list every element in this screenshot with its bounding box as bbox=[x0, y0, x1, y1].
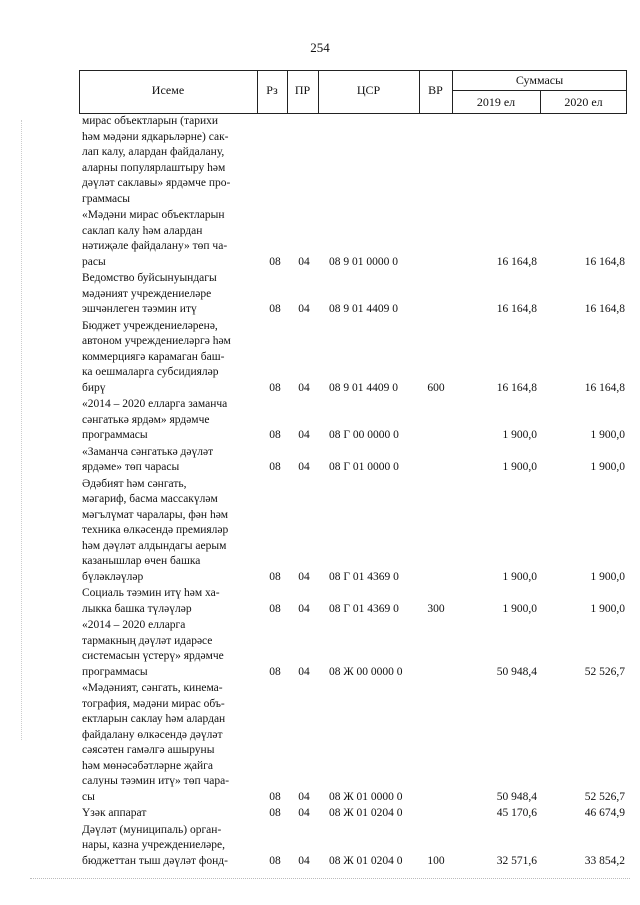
row-name bbox=[82, 319, 252, 397]
row-name-line: ектларын саклау һәм алардан bbox=[82, 713, 226, 725]
row-name-line: аларны популярлаштыру һәм bbox=[82, 161, 226, 174]
table-row bbox=[79, 114, 627, 207]
row-name-line: «Заманча сәнгатькә дәүләт bbox=[82, 445, 214, 458]
row-pr: 04 bbox=[298, 665, 310, 678]
row-sum-2020: 52 526,7 bbox=[584, 790, 625, 803]
row-rz: 08 bbox=[269, 255, 281, 268]
row-name-line: «2014 – 2020 елларга заманча bbox=[82, 398, 228, 410]
row-sum-2019: 50 948,4 bbox=[496, 665, 537, 678]
table-row bbox=[79, 208, 627, 270]
row-csr: 08 Ж 01 0204 0 bbox=[329, 854, 403, 867]
table-row bbox=[79, 681, 627, 805]
row-name-line: казанышлар өчен башка bbox=[82, 555, 201, 567]
row-name-line: мәдәният учреждениеләре bbox=[82, 287, 212, 300]
row-name-line: техника өлкәсендә премияләр bbox=[82, 524, 229, 536]
header-sums: Суммасы bbox=[515, 73, 564, 87]
row-rz: 08 bbox=[269, 854, 281, 867]
row-name-line: сы bbox=[82, 790, 95, 803]
row-name bbox=[82, 397, 252, 444]
row-name-line: лап калу, алардан файдалану, bbox=[82, 146, 225, 158]
row-rz: 08 bbox=[269, 570, 281, 583]
row-rz: 08 bbox=[269, 429, 281, 441]
header-2020: 2020 ел bbox=[564, 95, 603, 109]
row-name-line: бирү bbox=[82, 381, 106, 394]
row-csr: 08 Г 01 4369 0 bbox=[329, 570, 399, 583]
row-sum-2019: 16 164,8 bbox=[496, 255, 537, 268]
row-sum-2020: 1 900,0 bbox=[590, 461, 625, 473]
row-pr: 04 bbox=[298, 854, 310, 867]
row-csr: 08 Г 01 0000 0 bbox=[329, 461, 399, 473]
row-name-line: программасы bbox=[82, 429, 148, 441]
row-pr: 04 bbox=[298, 255, 310, 268]
row-rz: 08 bbox=[269, 461, 281, 473]
row-csr: 08 9 01 0000 0 bbox=[329, 255, 398, 268]
row-name bbox=[82, 586, 252, 617]
row-sum-2020: 46 674,9 bbox=[584, 807, 625, 819]
row-name-line: мәгариф, басма массакүләм bbox=[82, 493, 218, 505]
row-name-line: «Мәдәни мирас объектларын bbox=[82, 209, 225, 221]
row-name-line: граммасы bbox=[82, 192, 130, 205]
row-sum-2019: 45 170,6 bbox=[496, 807, 537, 819]
row-rz: 08 bbox=[269, 807, 281, 819]
row-sum-2019: 16 164,8 bbox=[496, 303, 537, 315]
row-name-line: Бюджет учреждениеләренә, bbox=[82, 319, 218, 332]
row-sum-2019: 50 948,4 bbox=[496, 790, 537, 803]
row-name-line: Ведомство буйсынуындагы bbox=[82, 272, 217, 284]
row-pr: 04 bbox=[298, 303, 310, 315]
row-sum-2020: 16 164,8 bbox=[584, 381, 625, 394]
row-name-line: эшчәнлеген тәэмин итү bbox=[82, 303, 197, 315]
row-name bbox=[82, 618, 252, 680]
row-name-line: дәүләт саклавы» ярдәмче про- bbox=[82, 177, 231, 189]
row-sum-2019: 1 900,0 bbox=[502, 429, 537, 441]
row-name-line: тография, мәдәни мирас объ- bbox=[82, 697, 225, 710]
row-sum-2020: 1 900,0 bbox=[590, 602, 625, 615]
row-sum-2019: 1 900,0 bbox=[502, 570, 537, 583]
row-csr: 08 9 01 4409 0 bbox=[329, 381, 398, 394]
table-row bbox=[79, 397, 627, 444]
header-pr: ПР bbox=[294, 83, 311, 97]
row-vr: 300 bbox=[427, 602, 445, 615]
table-row bbox=[79, 806, 627, 822]
row-name-line: нәтиҗәле файдалану» төп ча- bbox=[82, 240, 228, 252]
row-name-line: һәм мәдәни ядкарьләрне) сак- bbox=[82, 130, 229, 143]
row-name-line: бюджеттан тыш дәүләт фонд- bbox=[82, 854, 228, 867]
row-name-line: Социаль тәэмин итү һәм ха- bbox=[82, 587, 220, 599]
row-name-line: файдалану өлкәсендә дәүләт bbox=[82, 728, 223, 741]
row-name bbox=[82, 477, 252, 586]
row-name bbox=[82, 823, 252, 870]
row-pr: 04 bbox=[298, 790, 310, 803]
row-csr: 08 Ж 01 0204 0 bbox=[329, 807, 403, 819]
row-name-line: системасын үстерү» ярдәмче bbox=[82, 650, 224, 662]
page-number: 254 bbox=[310, 40, 330, 55]
table-row bbox=[79, 271, 627, 318]
table-header bbox=[79, 70, 627, 114]
row-name bbox=[82, 208, 252, 270]
row-pr: 04 bbox=[298, 461, 310, 473]
row-name-line: тармакның дәүләт идарәсе bbox=[82, 634, 213, 647]
row-rz: 08 bbox=[269, 665, 281, 678]
header-rz: Рз bbox=[266, 83, 278, 97]
scan-margin-artifact bbox=[21, 120, 22, 740]
row-name-line: ярдәме» төп чарасы bbox=[82, 461, 180, 473]
row-sum-2019: 1 900,0 bbox=[502, 461, 537, 473]
row-name-line: сәясәтен гамәлгә ашыруны bbox=[82, 744, 215, 756]
row-csr: 08 Ж 01 0000 0 bbox=[329, 790, 403, 803]
row-name bbox=[82, 806, 252, 822]
row-name bbox=[82, 681, 252, 805]
row-pr: 04 bbox=[298, 602, 310, 615]
row-name-line: бүләкләүләр bbox=[82, 570, 144, 583]
row-sum-2019: 1 900,0 bbox=[502, 602, 537, 615]
row-rz: 08 bbox=[269, 790, 281, 803]
row-name-line: сәнгатькә ярдәм» ярдәмче bbox=[82, 413, 210, 426]
row-pr: 04 bbox=[298, 807, 310, 819]
scan-bottom-artifact bbox=[30, 878, 630, 879]
table-row bbox=[79, 823, 627, 870]
header-top-border bbox=[79, 70, 627, 71]
header-vr: ВР bbox=[428, 83, 443, 97]
row-pr: 04 bbox=[298, 429, 310, 441]
row-rz: 08 bbox=[269, 381, 281, 394]
row-name-line: расы bbox=[82, 255, 106, 268]
row-name-line: автоном учреждениеләргә һәм bbox=[82, 335, 231, 347]
row-csr: 08 Ж 00 0000 0 bbox=[329, 665, 403, 678]
row-csr: 08 Г 01 4369 0 bbox=[329, 602, 399, 615]
row-name-line: коммерциягә карамаган баш- bbox=[82, 350, 225, 363]
row-csr: 08 Г 00 0000 0 bbox=[329, 429, 399, 441]
table-row bbox=[79, 319, 627, 397]
row-sum-2020: 16 164,8 bbox=[584, 303, 625, 315]
row-name-line: һәм дәүләт алдындагы аерым bbox=[82, 539, 227, 552]
row-name-line: Әдәбият һәм сәнгать, bbox=[82, 477, 187, 490]
row-name-line: Дәүләт (муниципаль) орган- bbox=[82, 823, 222, 836]
table-row bbox=[79, 477, 627, 586]
header-csr: ЦСР bbox=[356, 83, 381, 97]
row-name-line: программасы bbox=[82, 665, 148, 678]
row-name-line: мәгълүмат чаралары, фән һәм bbox=[82, 508, 229, 521]
table-row bbox=[79, 445, 627, 476]
row-name-line: мирас объектларын (тарихи bbox=[82, 115, 219, 127]
row-rz: 08 bbox=[269, 303, 281, 315]
row-sum-2019: 32 571,6 bbox=[496, 854, 537, 867]
row-name-line: салуны тәэмин итү» төп чара- bbox=[82, 775, 230, 787]
header-2019: 2019 ел bbox=[476, 95, 516, 109]
row-pr: 04 bbox=[298, 570, 310, 583]
row-vr: 600 bbox=[427, 381, 445, 394]
row-sum-2020: 1 900,0 bbox=[590, 570, 625, 583]
row-name-line: һәм мөнәсәбәтләрне җайга bbox=[82, 759, 213, 772]
row-csr: 08 9 01 4409 0 bbox=[329, 303, 398, 315]
row-vr: 100 bbox=[427, 854, 445, 867]
table-row bbox=[79, 618, 627, 680]
row-sum-2020: 16 164,8 bbox=[584, 255, 625, 268]
row-rz: 08 bbox=[269, 602, 281, 615]
row-sum-2020: 52 526,7 bbox=[584, 665, 625, 678]
row-name-line: саклап калу һәм алардан bbox=[82, 224, 203, 237]
row-sum-2019: 16 164,8 bbox=[496, 381, 537, 394]
row-name bbox=[82, 114, 252, 207]
row-name-line: нары, казна учреждениеләре, bbox=[82, 839, 225, 851]
row-name bbox=[82, 445, 252, 476]
row-pr: 04 bbox=[298, 381, 310, 394]
row-name-line: Үзәк аппарат bbox=[82, 807, 147, 819]
row-name-line: «Мәдәният, сәнгать, кинема- bbox=[82, 682, 223, 694]
row-name bbox=[82, 271, 252, 318]
row-name-line: лыкка башка түләүләр bbox=[82, 602, 192, 615]
row-sum-2020: 1 900,0 bbox=[590, 429, 625, 441]
row-sum-2020: 33 854,2 bbox=[584, 854, 625, 867]
row-name-line: ка оешмаларга субсидияләр bbox=[82, 366, 219, 378]
row-name-line: «2014 – 2020 елларга bbox=[82, 619, 186, 631]
header-name: Исеме bbox=[151, 83, 185, 97]
table-row bbox=[79, 586, 627, 617]
